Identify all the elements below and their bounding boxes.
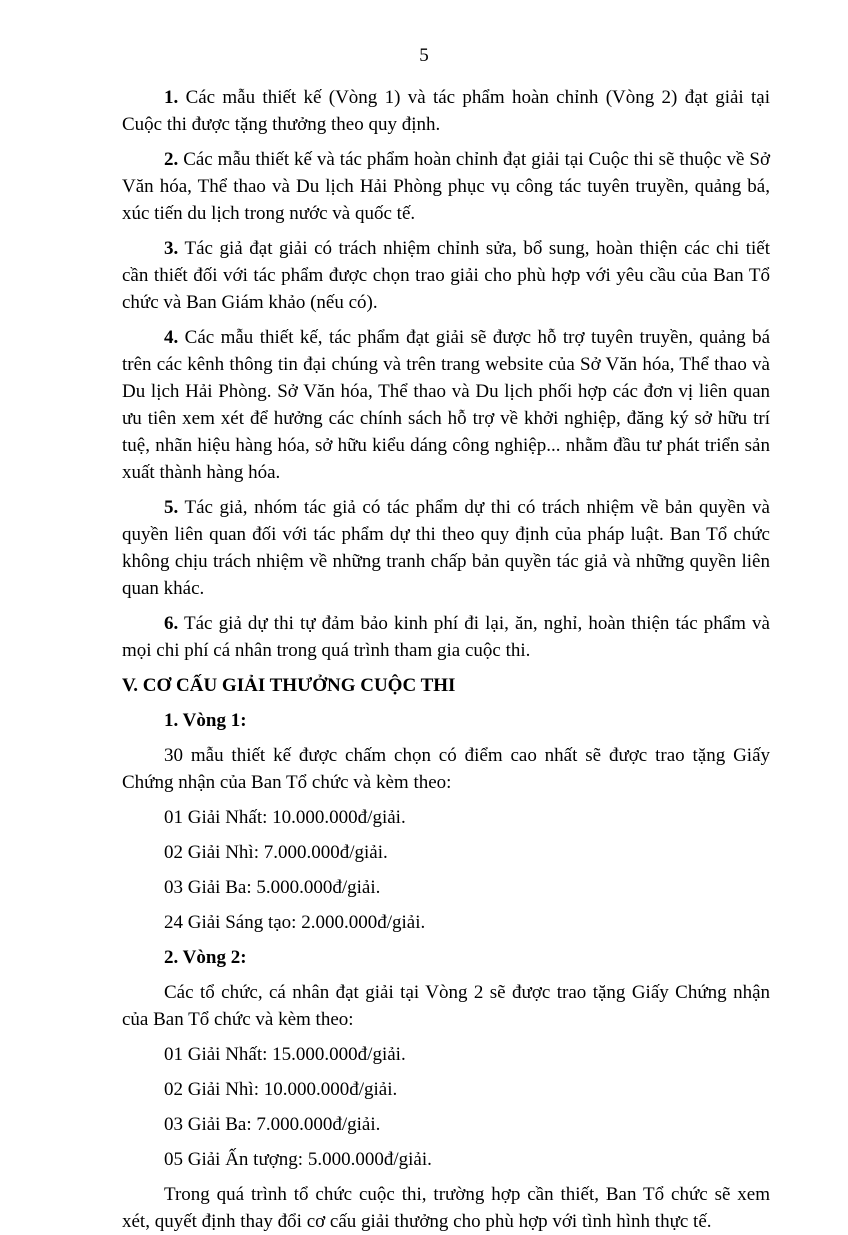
round1-heading: 1. Vòng 1: bbox=[164, 710, 247, 731]
round2-heading: 2. Vòng 2: bbox=[164, 947, 247, 968]
round2-intro: Các tổ chức, cá nhân đạt giải tại Vòng 2 sẽ được trao tặng Giấy Chứng nhận của Ban Tổ chức và kèm theo: bbox=[122, 982, 770, 1030]
round2-prize-4: 05 Giải Ấn tượng: 5.000.000đ/giải. bbox=[164, 1149, 432, 1170]
round1-intro: 30 mẫu thiết kế được chấm chọn có điểm cao nhất sẽ được trao tặng Giấy Chứng nhận của Ban Tổ chức và kèm theo: bbox=[122, 745, 770, 793]
paragraph-4 bbox=[122, 324, 770, 486]
round1-prize-4: 24 Giải Sáng tạo: 2.000.000đ/giải. bbox=[164, 912, 426, 933]
paragraph-number: 2. bbox=[164, 149, 179, 170]
round2-prize-1: 01 Giải Nhất: 15.000.000đ/giải. bbox=[164, 1044, 406, 1065]
paragraph-text: Tác giả dự thi tự đảm bảo kinh phí đi lại, ăn, nghỉ, hoàn thiện tác phẩm và mọi chi phí cá nhân trong quá trình tham gia cuộc thi. bbox=[122, 613, 770, 661]
round1-prize-1: 01 Giải Nhất: 10.000.000đ/giải. bbox=[164, 807, 406, 828]
paragraph-text: Các mẫu thiết kế, tác phẩm đạt giải sẽ được hỗ trợ tuyên truyền, quảng bá trên các kênh thông tin đại chúng và trên trang website của Sở Văn hóa, Thể thao và Du lịch Hải Phòng. Sở Văn hóa, Thể thao và Du lịch phối hợp các đơn vị liên quan ưu tiên xem xét để hưởng các chính sách hỗ trợ về khởi nghiệp, đăng ký sở hữu trí tuệ, nhãn hiệu hàng hóa, sở hữu kiểu dáng công nghiệp... nhằm đầu tư phát triển sản xuất thành hàng hóa. bbox=[122, 327, 771, 483]
paragraph-5 bbox=[122, 494, 770, 602]
round1-prize-2: 02 Giải Nhì: 7.000.000đ/giải. bbox=[164, 842, 388, 863]
paragraph-number: 4. bbox=[164, 327, 179, 348]
closing-paragraph: Trong quá trình tổ chức cuộc thi, trường hợp cần thiết, Ban Tổ chức sẽ xem xét, quyết định thay đổi cơ cấu giải thưởng cho phù hợp với tình hình thực tế. bbox=[122, 1184, 770, 1232]
document-body bbox=[122, 84, 770, 1235]
paragraph-6 bbox=[122, 610, 770, 664]
page-number: 5 bbox=[419, 45, 429, 66]
round1-prize-3: 03 Giải Ba: 5.000.000đ/giải. bbox=[164, 877, 381, 898]
round2-prize-2: 02 Giải Nhì: 10.000.000đ/giải. bbox=[164, 1079, 398, 1100]
paragraph-3 bbox=[122, 235, 770, 316]
paragraph-text: Tác giả, nhóm tác giả có tác phẩm dự thi có trách nhiệm về bản quyền và quyền liên quan đối với tác phẩm dự thi theo quy định của pháp luật. Ban Tổ chức không chịu trách nhiệm về những tranh chấp bản quyền tác giả và những quyền liên quan khác. bbox=[122, 497, 770, 599]
paragraph-number: 6. bbox=[164, 613, 179, 634]
section-heading: V. CƠ CẤU GIẢI THƯỞNG CUỘC THI bbox=[122, 675, 456, 696]
paragraph-text: Các mẫu thiết kế và tác phẩm hoàn chỉnh đạt giải tại Cuộc thi sẽ thuộc về Sở Văn hóa, Thể thao và Du lịch Hải Phòng phục vụ công tác tuyên truyền, quảng bá, xúc tiến du lịch trong nước và quốc tế. bbox=[122, 149, 771, 224]
paragraph-text: Tác giả đạt giải có trách nhiệm chỉnh sửa, bổ sung, hoàn thiện các chi tiết cần thiết đối với tác phẩm được chọn trao giải cho phù hợp với yêu cầu của Ban Tổ chức và Ban Giám khảo (nếu có). bbox=[122, 238, 770, 313]
paragraph-text: Các mẫu thiết kế (Vòng 1) và tác phẩm hoàn chỉnh (Vòng 2) đạt giải tại Cuộc thi được tặng thưởng theo quy định. bbox=[122, 87, 770, 135]
paragraph-1 bbox=[122, 84, 770, 138]
paragraph-number: 3. bbox=[164, 238, 179, 259]
paragraph-number: 1. bbox=[164, 87, 179, 108]
paragraph-number: 5. bbox=[164, 497, 179, 518]
round2-prize-3: 03 Giải Ba: 7.000.000đ/giải. bbox=[164, 1114, 381, 1135]
paragraph-2 bbox=[122, 146, 770, 227]
